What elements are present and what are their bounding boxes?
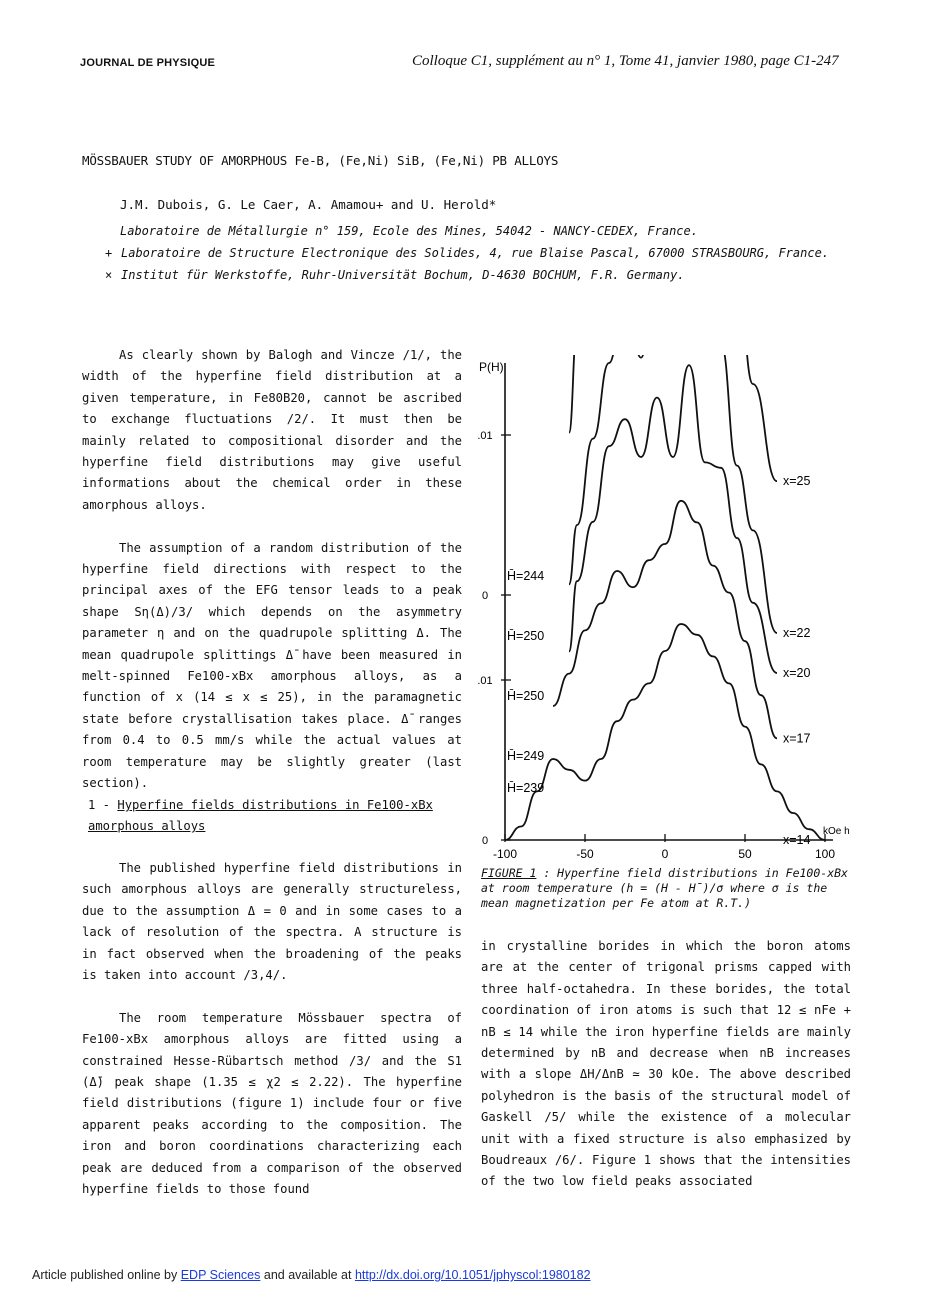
affiliation-1 <box>120 224 698 238</box>
figure-caption <box>481 866 851 911</box>
colloque-reference: Colloque C1, supplément au n° 1, Tome 41, janvier 1980, page C1-247 <box>412 53 839 69</box>
figure-caption-text: : Hyperfine field distributions in Fe100-xBx at room temperature (h = (H - H̄)/σ where σ is the mean magnetization per Fe atom at R.T.) <box>481 866 848 910</box>
series-label-x=20: x=20 <box>783 666 811 680</box>
y-axis-label: P(H) <box>479 360 504 374</box>
series-label-x=22: x=22 <box>783 626 811 640</box>
affiliation-2-mark: + <box>105 246 113 260</box>
paper-title: MÖSSBAUER STUDY OF AMORPHOUS Fe-B, (Fe,Ni) SiB, (Fe,Ni) PB ALLOYS <box>82 153 559 168</box>
series-curve-x=14 <box>505 624 825 840</box>
figure-caption-label: FIGURE 1 <box>481 866 537 880</box>
footer-prefix: Article published online by <box>32 1268 178 1282</box>
affiliation-3 <box>105 268 685 282</box>
left-column-top <box>82 345 462 816</box>
x-tick-label: -50 <box>576 847 594 861</box>
affiliation-2 <box>105 246 829 260</box>
chart-axes <box>501 363 833 842</box>
affiliation-2-text: Laboratoire de Structure Electronique des Solides, 4, rue Blaise Pascal, 67000 STRASBOURG, France. <box>121 246 830 260</box>
y-tick-label: .01 <box>477 430 493 442</box>
x-tick-label: 100 <box>814 847 836 861</box>
hbar-label-x=20: H̄=250 <box>507 689 545 703</box>
x-tick-label: -100 <box>492 847 518 861</box>
y-tick-label: 0 <box>481 590 489 602</box>
authors: J.M. Dubois, G. Le Caer, A. Amamou+ and U. Herold* <box>120 197 497 212</box>
x-axis-unit: kOe h <box>823 826 850 837</box>
left-column-bottom <box>82 858 462 1222</box>
chart-labels <box>477 360 849 861</box>
hbar-label-x=17: H̄=249 <box>507 749 545 763</box>
hbar-label-x=14: H̄=239 <box>507 781 545 795</box>
footer-middle: and available at <box>263 1268 352 1282</box>
section-heading <box>88 795 458 838</box>
hbar-label-x=25: H̄=244 <box>507 569 545 583</box>
series-label-x=25: x=25 <box>783 474 811 489</box>
section-number: 1 - <box>88 798 111 812</box>
series-label-x=14: x=14 <box>783 833 811 847</box>
footer <box>32 1268 591 1282</box>
x-tick-label: 0 <box>661 847 669 861</box>
series-curve-x=25 <box>569 355 777 481</box>
affiliation-3-text: Institut für Werkstoffe, Ruhr-Universität Bochum, D-4630 BOCHUM, F.R. Germany. <box>121 268 685 282</box>
chart-curves <box>505 355 825 840</box>
right-column-text: in crystalline borides in which the boron atoms are at the center of trigonal prisms capped with three half-octahedra. In these borides, the total coordination of iron atoms is such that 12 ≤ nFe + nB ≤ 14 while the iron hyperfine fields are mainly determined by nB and decrease when nB increases with a slope ΔH/ΔnB ≃ 30 kOe. The above described polyhedron is the basis of the structural model of Gaskell /5/ while the existence of a molecular unit with a fixed structure is also emphasized by Boudreaux /6/. Figure 1 shows that the intensities of the two low field peaks associated <box>481 939 851 1189</box>
series-label-x=17: x=17 <box>783 731 811 746</box>
y-tick-label: 0 <box>481 835 489 847</box>
figure-1-chart <box>475 355 855 865</box>
y-tick-label: .01 <box>477 675 493 687</box>
x-tick-label: 50 <box>738 847 752 861</box>
paragraph-2: The assumption of a random distribution of the hyperfine field directions with respect to the principal axes of the EFG tensor leads to a peak shape Sη(Δ)/3/ which depends on the asymmetry parameter η and on the quadrupole splitting Δ. The mean quadrupole splittings Δ̄ have been measured in melt-spinned Fe100-xBx amorphous alloys, as a function of x (14 ≤ x ≤ 25), in the paramagnetic state before crystallisation takes place. Δ̄ ranges from 0.4 to 0.5 mm/s while the actual values at room temperature may be slightly greater (last section). <box>82 540 462 791</box>
hbar-label-x=22: H̄=250 <box>507 629 545 643</box>
journal-name: JOURNAL DE PHYSIQUE <box>80 57 216 69</box>
section-title: Hyperfine fields distributions in Fe100-xBx amorphous alloys <box>88 798 433 834</box>
affiliation-3-mark: × <box>105 268 113 282</box>
paragraph-1: As clearly shown by Balogh and Vincze /1/, the width of the hyperfine field distribution at a given temperature, in Fe80B20, cannot be ascribed to exchange fluctuations /2/. It must then be mainly related to compositional disorder and the hyperfine field distributions may give useful informations about the chemical order in these amorphous alloys. <box>82 348 462 512</box>
paragraph-3: The published hyperfine field distributions in such amorphous alloys are generally structureless, due to the assumption Δ = 0 and in some cases to a lack of resolution of the spectra. A structure is in fact observed when the broadening of the peaks is taken into account /3,4/. <box>82 861 462 983</box>
affiliation-1-text: Laboratoire de Métallurgie n° 159, Ecole des Mines, 54042 - NANCY-CEDEX, France. <box>120 224 698 238</box>
paragraph-4: The room temperature Mössbauer spectra of Fe100-xBx amorphous alloys are fitted using a constrained Hesse-Rübartsch method /3/ and the S1 (Δ̄) peak shape (1.35 ≤ χ2 ≤ 2.22). The hyperfine field distributions (figure 1) include four or five apparent peaks according to the composition. The iron and boron coordinations characterizing each peak are deduced from a comparison of the observed hyperfine fields to those found <box>82 1010 462 1197</box>
publisher-link[interactable]: EDP Sciences <box>180 1268 261 1282</box>
doi-link[interactable]: http://dx.doi.org/10.1051/jphyscol:1980182 <box>354 1268 591 1282</box>
